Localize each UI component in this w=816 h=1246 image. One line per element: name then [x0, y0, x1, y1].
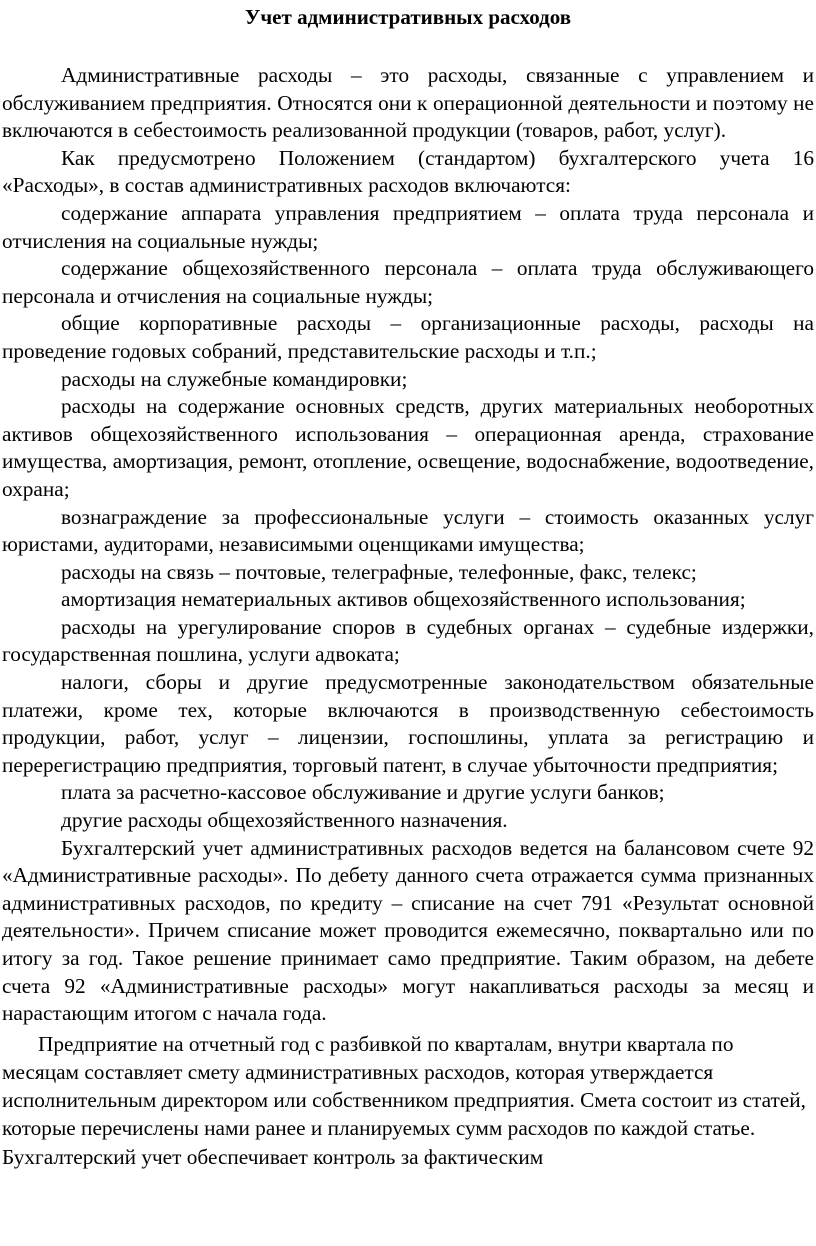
list-item-communication: расходы на связь – почтовые, телеграфные, телефонные, факс, телекс;: [61, 559, 697, 584]
list-item-bank-services: плата за расчетно-кассовое обслуживание и другие услуги банков;: [61, 780, 665, 805]
document-title: Учет административных расходов: [244, 5, 572, 29]
list-item-fixed-assets: расходы на содержание основных средств, других материальных необоротных активов общехозяйственного использования – операционная аренда, страхование имущества, амортизация, ремонт, отопление, освещение, водоснабжение, водоотведение, охрана;: [2, 394, 814, 501]
list-item-corporate-expenses: общие корпоративные расходы – организационные расходы, расходы на проведение годовых собраний, представительские расходы и т.п.;: [2, 311, 814, 363]
document-body: [2, 62, 814, 1171]
list-item-professional-services: вознаграждение за профессиональные услуги – стоимость оказанных услуг юристами, аудиторами, независимыми оценщиками имущества;: [2, 504, 814, 557]
list-item-general-staff: содержание общехозяйственного персонала – оплата труда обслуживающего персонала и отчисления на социальные нужды;: [2, 256, 814, 308]
paragraph-standard-intro: Как предусмотрено Положением (стандартом) бухгалтерского учета 16 «Расходы», в состав административных расходов включаются:: [2, 145, 814, 198]
paragraph-definition: Административные расходы – это расходы, связанные с управлением и обслуживанием предприятия. Относятся они к операционной деятельности и поэтому не включаются в себестоимость реализованной продукции (товаров, работ, услуг).: [2, 63, 814, 143]
list-item-other-expenses: другие расходы общехозяйственного назначения.: [61, 808, 508, 833]
list-item-business-trips: расходы на служебные командировки;: [61, 366, 408, 391]
list-item-taxes: налоги, сборы и другие предусмотренные законодательством обязательные платежи, кроме тех, которые включаются в производственную себестоимость продукции, работ, услуг – лицензии, госпошлины, уплата за регистрацию и перерегистрацию предприятия, торговый патент, в случае убыточности предприятия;: [2, 670, 814, 777]
paragraph-budget: Предприятие на отчетный год с разбивкой по кварталам, внутри квартала по месяцам составляет смету административных расходов, которая утверждается исполнительным директором или собственником предприятия. Смета состоит из статей, которые перечислены нами ранее и планируемых сумм расходов по каждой статье. Бухгалтерский учет обеспечивает контроль за фактическим: [2, 1031, 806, 1169]
paragraph-account-92: Бухгалтерский учет административных расходов ведется на балансовом счете 92 «Административные расходы». По дебету данного счета отражается сумма признанных административных расходов, по кредиту – списание на счет 791 «Результат основной деятельности». Причем списание может проводится ежемесячно, поквартально или по итогу за год. Такое решение принимает само предприятие. Таким образом, на дебете счета 92 «Административные расходы» могут накапливаться расходы за месяц и нарастающим итогом с начала года.: [2, 835, 814, 1026]
list-item-disputes: расходы на урегулирование споров в судебных органах – судебные издержки, государственная пошлина, услуги адвоката;: [2, 614, 814, 667]
list-item-intangible-amortization: амортизация нематериальных активов общехозяйственного использования;: [61, 587, 746, 612]
list-item-management-staff: содержание аппарата управления предприятием – оплата труда персонала и отчисления на социальные нужды;: [2, 200, 814, 253]
